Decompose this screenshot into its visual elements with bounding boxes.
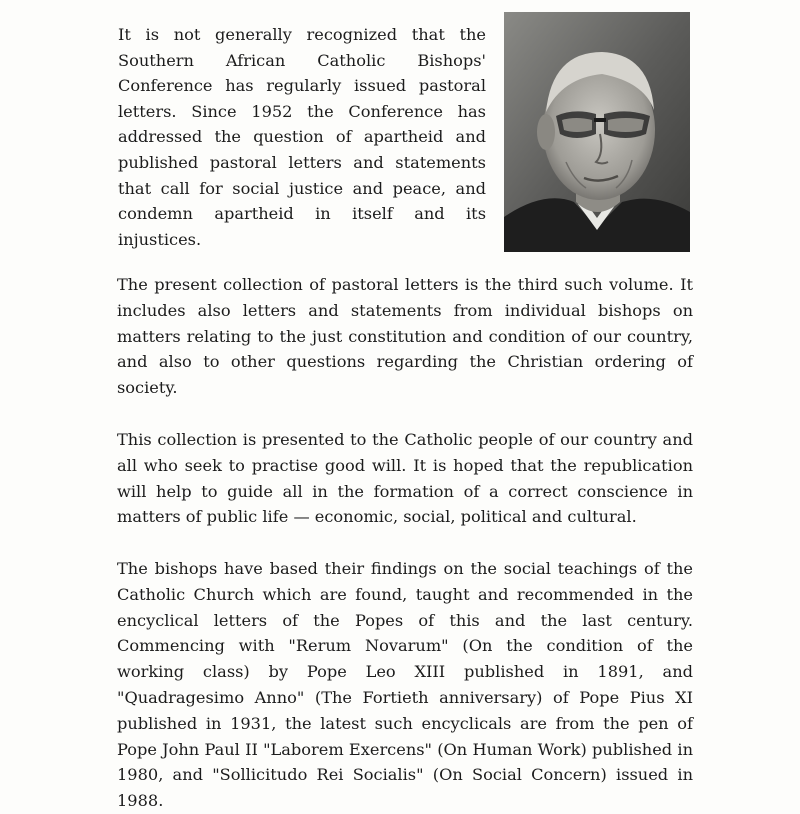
paragraph-collection: The present collection of pastoral letters is the third such volume. It includes also letters and statements from individual bishops on matters relating to the just constitution and condition of our country, and also to other questions regarding the Christian ordering of society. (117, 275, 693, 398)
portrait-illustration (504, 12, 690, 252)
paragraph-encyclicals: The bishops have based their findings on the social teachings of the Catholic Church which are found, taught and recommended in the encyclical letters of the Popes of this and the last century. Commencing with "Rerum Novarum" (On the condition of the working class) by Pope Leo XIII published in 1891, and "Quadragesimo Anno" (The Fortieth anniversary) of Pope Pius XI published in 1931, the latest such encyclicals are from the pen of Pope John Paul II "Laborem Exercens" (On Human Work) published in 1980, and "Sollicitudo Rei Socialis" (On Social Concern) issued in 1988. (117, 559, 693, 811)
intro-paragraph: It is not generally recognized that the Southern African Catholic Bishops' Conference has regularly issued pastoral letters. Since 1952 the Conference has addressed the question of apartheid and published pastoral letters and statements that call for social justice and peace, and condemn apartheid in itself and its injustices. (118, 25, 486, 249)
bishop-portrait-photo (504, 12, 690, 252)
paragraph-presentation: This collection is presented to the Catholic people of our country and all who seek to practise good will. It is hoped that the republication will help to guide all in the formation of a correct conscience in matters of public life — economic, social, political and cultural. (117, 430, 693, 527)
